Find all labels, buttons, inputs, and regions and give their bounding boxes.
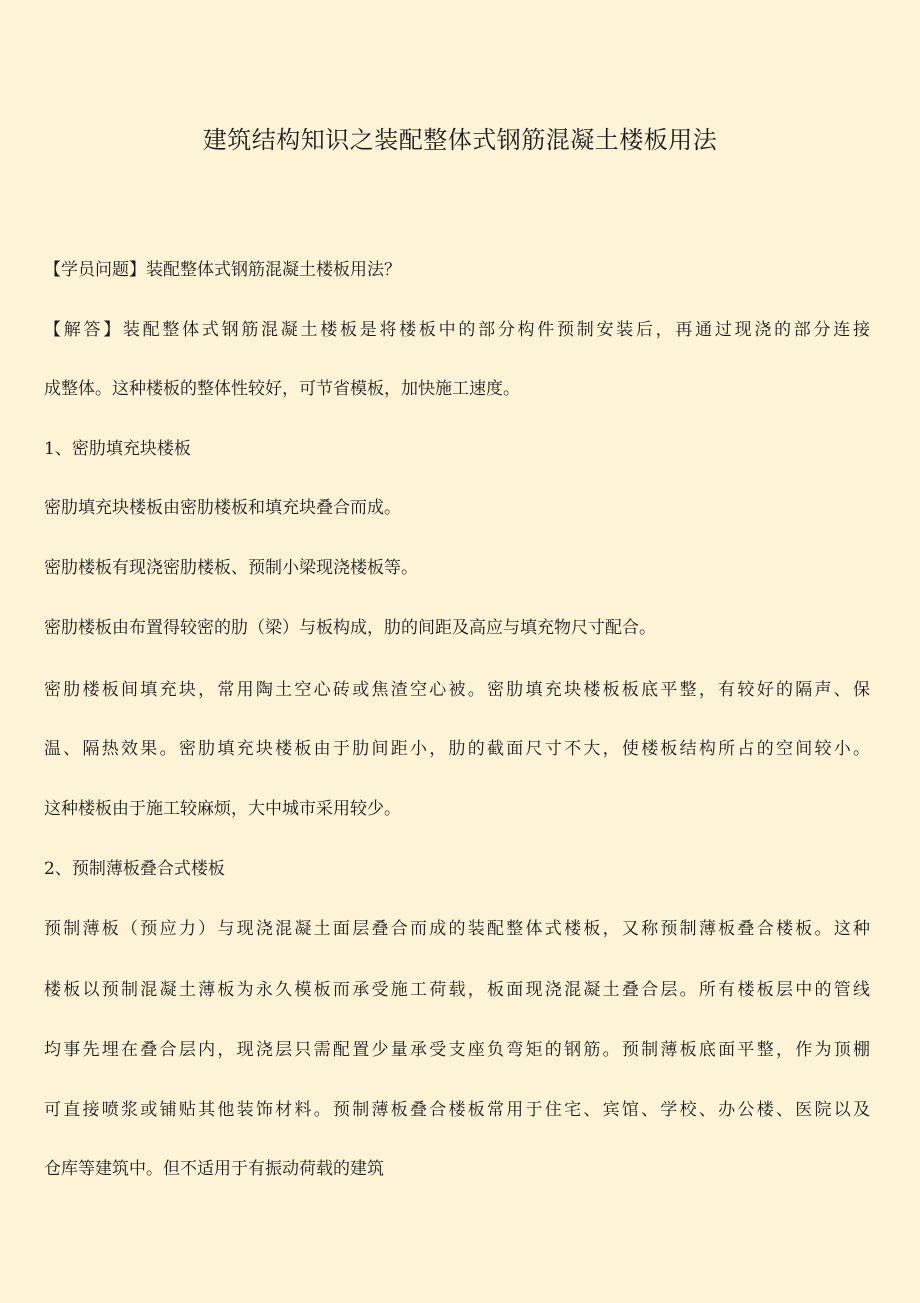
paragraph-line: 这种楼板由于施工较麻烦，大中城市采用较少。 — [44, 799, 401, 819]
paragraph-line: 楼板以预制混凝土薄板为永久模板而承受施工荷载，板面现浇混凝土叠合层。所有楼板层中的管线 — [44, 980, 870, 1000]
section-heading-1: 1、密肋填充块楼板 — [44, 439, 191, 459]
paragraph-line: 均事先埋在叠合层内，现浇层只需配置少量承受支座负弯矩的钢筋。预制薄板底面平整，作为顶棚 — [44, 1040, 870, 1060]
answer-line-1: 【解答】装配整体式钢筋混凝土楼板是将楼板中的部分构件预制安装后，再通过现浇的部分连接 — [44, 320, 870, 340]
paragraph-line: 密肋楼板间填充块，常用陶土空心砖或焦渣空心被。密肋填充块楼板板底平整，有较好的隔声、保 — [44, 680, 870, 700]
paragraph-line: 密肋填充块楼板由密肋楼板和填充块叠合而成。 — [44, 498, 401, 518]
paragraph-line: 密肋楼板有现浇密肋楼板、预制小梁现浇楼板等。 — [44, 558, 418, 578]
answer-line-2: 成整体。这种楼板的整体性较好，可节省模板，加快施工速度。 — [44, 379, 520, 399]
paragraph-line: 密肋楼板由布置得较密的肋（梁）与板构成，肋的间距及高应与填充物尺寸配合。 — [44, 618, 656, 638]
paragraph-line: 仓库等建筑中。但不适用于有振动荷载的建筑 — [44, 1159, 384, 1179]
question-line: 【学员问题】装配整体式钢筋混凝土楼板用法？ — [44, 260, 401, 280]
paragraph-line: 温、隔热效果。密肋填充块楼板由于肋间距小，肋的截面尺寸不大，使楼板结构所占的空间较小。 — [44, 739, 870, 759]
document-title: 建筑结构知识之装配整体式钢筋混凝土楼板用法 — [202, 126, 718, 154]
paragraph-line: 预制薄板（预应力）与现浇混凝土面层叠合而成的装配整体式楼板，又称预制薄板叠合楼板。这种 — [44, 919, 870, 939]
section-heading-2: 2、预制薄板叠合式楼板 — [44, 859, 225, 879]
paragraph-line: 可直接喷浆或铺贴其他装饰材料。预制薄板叠合楼板常用于住宅、宾馆、学校、办公楼、医院以及 — [44, 1100, 870, 1120]
